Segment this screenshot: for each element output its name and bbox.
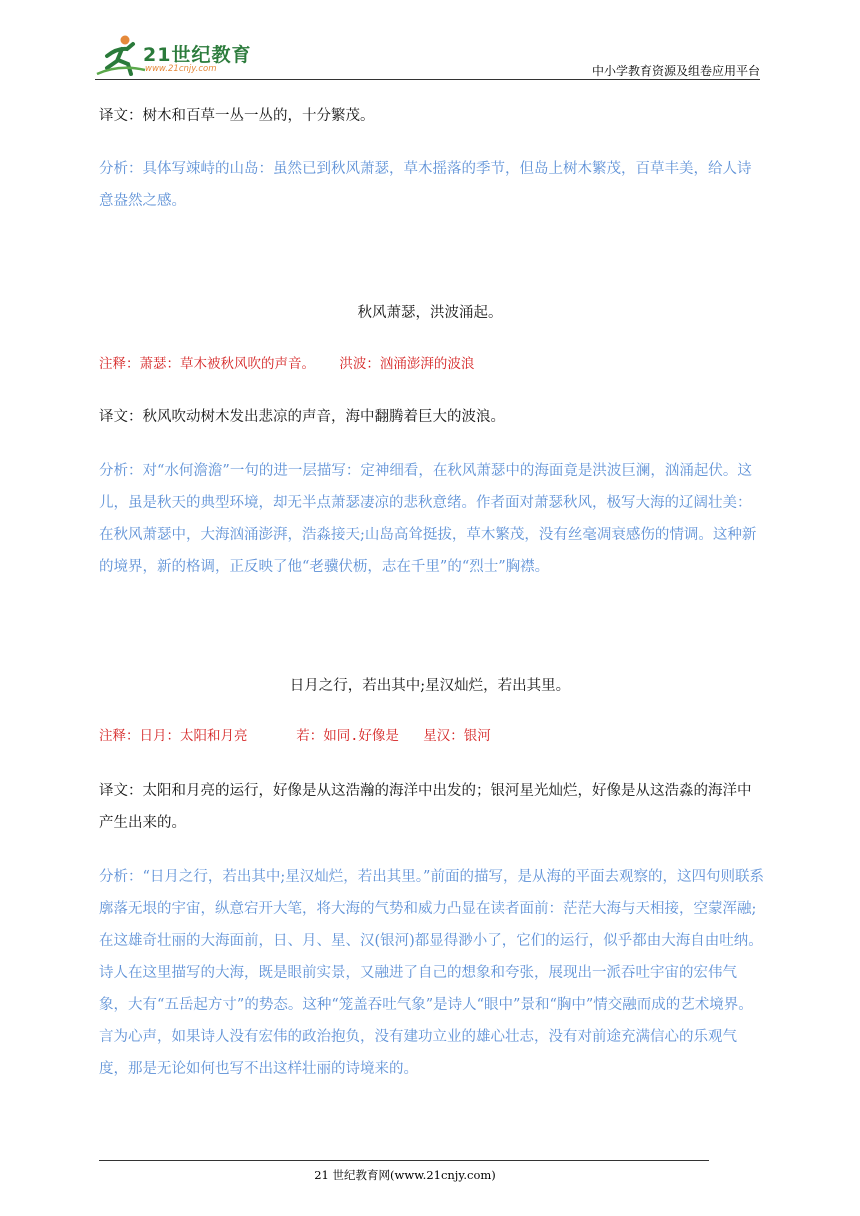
header-platform-name: 中小学教育资源及组卷应用平台: [591, 64, 760, 78]
annotation-line: 注释：萧瑟：草木被秋风吹的声音。 洪波：汹涌澎湃的波浪: [99, 356, 475, 372]
footer-divider: [99, 1160, 709, 1161]
translation-paragraph: 译文：太阳和月亮的运行，好像是从这浩瀚的海洋中出发的；银河星光灿烂，好像是从这浩淼的海洋中产生出来的。: [99, 783, 752, 831]
analysis-paragraph: 分析：具体写竦峙的山岛：虽然已到秋风萧瑟，草木摇落的季节，但岛上树木繁茂，百草丰美，给人诗意盎然之感。: [99, 161, 752, 209]
logo-text: 21世纪教育: [143, 44, 252, 66]
logo-url: www.21cnjy.com: [145, 64, 217, 74]
footer-text[interactable]: 21 世纪教育网(www.21cnjy.com): [314, 1168, 496, 1182]
translation-paragraph: 译文：树木和百草一丛一丛的，十分繁茂。: [99, 108, 375, 124]
analysis-paragraph: 分析：“日月之行，若出其中;星汉灿烂，若出其里。”前面的描写，是从海的平面去观察的，这四句则联系廓落无垠的宇宙，纵意宕开大笔，将大海的气势和威力凸显在读者面前：茫茫大海与天相接，空蒙浑融;在这雄奇壮丽的大海面前，日、月、星、汉(银河)都显得渺小了，它们的运行，似乎都由大海自由吐纳。诗人在这里描写的大海，既是眼前实景，又融进了自己的想象和夸张，展现出一派吞吐宇宙的宏伟气象，大有“五岳起方寸”的势态。这种“笼盖吞吐气象”是诗人“眼中”景和“胸中”情交融而成的艺术境界。言为心声，如果诗人没有宏伟的政治抱负，没有建功立业的雄心壮志，没有对前途充满信心的乐观气度，那是无论如何也写不出这样壮丽的诗境来的。: [99, 869, 764, 1077]
page-header: [95, 34, 760, 80]
translation-paragraph: 译文：秋风吹动树木发出悲凉的声音，海中翻腾着巨大的波浪。: [99, 409, 505, 425]
annotation-line: 注释：日月：太阳和月亮 若：如同.好像是 星汉：银河: [99, 728, 491, 744]
running-figure-icon: [95, 34, 147, 76]
poem-verse: 秋风萧瑟，洪波涌起。: [357, 305, 503, 321]
poem-verse: 日月之行，若出其中;星汉灿烂，若出其里。: [289, 678, 571, 694]
header-divider: [95, 79, 760, 80]
site-logo[interactable]: [95, 34, 260, 76]
analysis-paragraph: 分析：对“水何澹澹”一句的进一层描写：定神细看，在秋风萧瑟中的海面竟是洪波巨澜，汹涌起伏。这儿，虽是秋天的典型环境，却无半点萧瑟凄凉的悲秋意绪。作者面对萧瑟秋风，极写大海的辽阔壮美：在秋风萧瑟中，大海汹涌澎湃，浩淼接天;山岛高耸挺拔，草木繁茂，没有丝毫凋衰感伤的情调。这种新的境界，新的格调，正反映了他“老骥伏枥，志在千里”的“烈士”胸襟。: [99, 463, 757, 575]
